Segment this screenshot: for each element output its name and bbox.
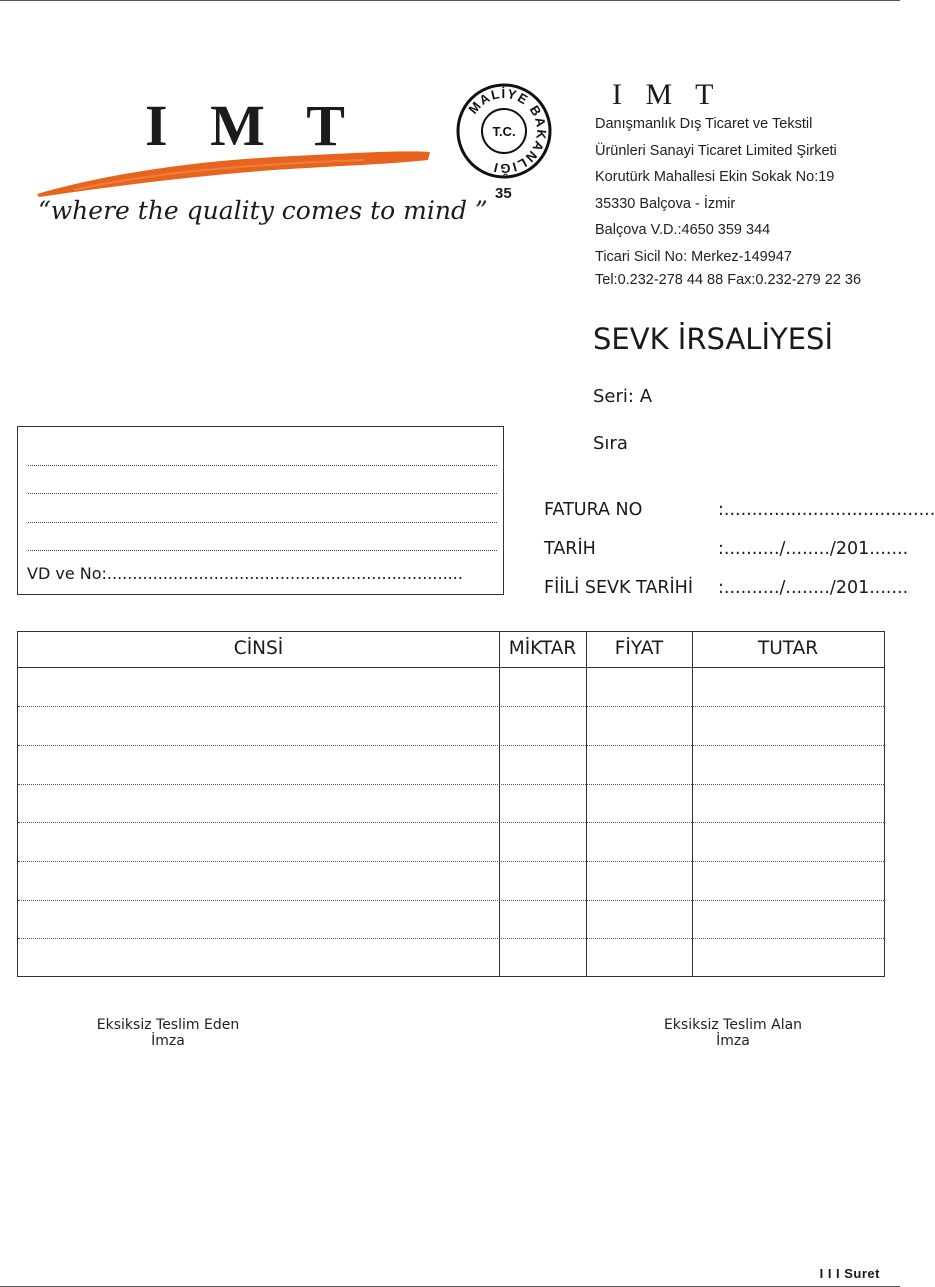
items-table: [17, 631, 885, 977]
column-header-description: CİNSİ: [233, 638, 284, 659]
table-row[interactable]: [18, 784, 884, 785]
seal-arc-text: MALİYE BAKANLIĞI: [465, 85, 550, 177]
actual-shipping-date-label: FİİLİ SEVK TARİHİ: [544, 578, 693, 598]
deliverer-signature-sub: İmza: [151, 1033, 185, 1049]
date-label: TARİH: [544, 539, 596, 559]
invoice-number-label: FATURA NO: [544, 500, 643, 520]
address-line[interactable]: [28, 550, 497, 551]
company-line: Ürünleri Sanayi Ticaret Limited Şirketi: [595, 143, 837, 159]
tax-office-field[interactable]: VD ve No:......................................................................: [27, 564, 463, 583]
sequence-label: Sıra: [593, 433, 628, 454]
company-line: Danışmanlık Dış Ticaret ve Tekstil: [595, 116, 813, 132]
column-divider: [586, 632, 587, 976]
seal-center-text: T.C.: [492, 124, 516, 139]
company-line: Korutürk Mahallesi Ekin Sokak No:19: [595, 169, 835, 185]
logo-brush-stroke: [34, 142, 434, 200]
company-line: 35330 Balçova - İzmir: [595, 196, 736, 212]
column-divider: [499, 632, 500, 976]
column-header-quantity: MİKTAR: [508, 638, 577, 659]
date-field[interactable]: :........../......../201.......: [718, 539, 909, 559]
top-border: [0, 0, 900, 1]
receiver-signature-sub: İmza: [716, 1033, 750, 1049]
address-line[interactable]: [28, 522, 497, 523]
ministry-seal-icon: [455, 82, 553, 180]
document-title: SEVK İRSALİYESİ: [593, 322, 834, 356]
company-line: Ticari Sicil No: Merkez-149947: [595, 249, 792, 265]
address-line[interactable]: [28, 465, 497, 466]
actual-shipping-date-field[interactable]: :........../......../201.......: [718, 578, 909, 598]
logo-tagline: “where the quality comes to mind ”: [38, 196, 488, 225]
table-row[interactable]: [18, 861, 884, 862]
seal-number: 35: [495, 185, 512, 202]
table-row[interactable]: [18, 745, 884, 746]
series-label: Seri: A: [593, 386, 653, 407]
logo-wordmark: I M T: [145, 93, 359, 158]
header-separator: [18, 667, 884, 668]
table-row[interactable]: [18, 900, 884, 901]
table-row[interactable]: [18, 822, 884, 823]
company-line: Tel:0.232-278 44 88 Fax:0.232-279 22 36: [595, 272, 862, 288]
invoice-number-field[interactable]: :......................................: [718, 500, 935, 520]
table-row[interactable]: [18, 706, 884, 707]
deliverer-signature-title: Eksiksiz Teslim Eden: [96, 1017, 240, 1033]
company-line: Balçova V.D.:4650 359 344: [595, 222, 771, 238]
deliverer-signature[interactable]: [78, 1017, 258, 1049]
company-name: I M T: [612, 78, 722, 111]
receiver-signature-title: Eksiksiz Teslim Alan: [663, 1017, 803, 1033]
column-divider: [692, 632, 693, 976]
receiver-signature[interactable]: [643, 1017, 823, 1049]
copy-label: I I I Suret: [819, 1266, 880, 1281]
column-header-price: FİYAT: [614, 638, 664, 659]
customer-address-box[interactable]: [17, 426, 504, 595]
column-header-total: TUTAR: [757, 638, 819, 659]
address-line[interactable]: [28, 493, 497, 494]
table-row[interactable]: [18, 938, 884, 939]
